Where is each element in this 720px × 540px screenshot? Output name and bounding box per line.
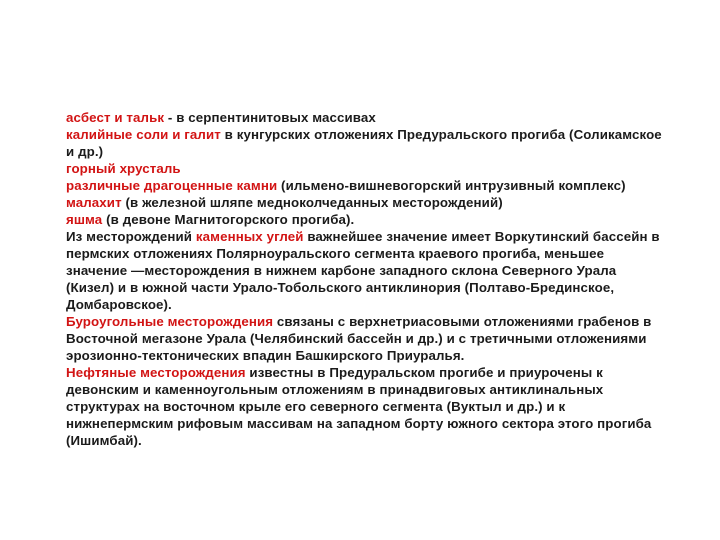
item-prefix: Из месторождений	[66, 229, 196, 244]
item-asbestos-talc	[66, 109, 666, 126]
item-malachite	[66, 194, 666, 211]
item-jasper	[66, 211, 666, 228]
item-text: связаны с верхнетриасовыми отложениями грабенов в Восточной мегазоне Урала (Челябинский бассейн и др.) и с третичными отложениями эрозионно-тектонических впадин Башкирского Приуралья.	[66, 314, 652, 363]
item-text: (ильмено-вишневогорский интрузивный комплекс)	[277, 178, 626, 193]
item-text: (в железной шляпе медноколчеданных месторождений)	[121, 195, 503, 210]
highlight-term: каменных углей	[195, 229, 304, 244]
highlight-term: малахит	[66, 195, 122, 210]
item-coal	[66, 228, 666, 313]
text-block	[66, 109, 666, 449]
highlight-term: яшма	[66, 212, 103, 227]
highlight-term: калийные соли и галит	[66, 127, 221, 142]
item-text: известны в Предуральском прогибе и приурочены к девонским и каменноугольным отложениям в принадвиговых антиклинальных структурах на восточном крыле его северного сегмента (Вуктыл и др.) и к нижнепермским рифовым массивам на западном борту южного сектора этого прогиба (Ишимбай).	[66, 365, 652, 448]
item-gemstones	[66, 177, 666, 194]
highlight-term: Нефтяные месторождения	[66, 365, 246, 380]
item-text: важнейшее значение имеет Воркутинский бассейн в пермских отложениях Полярноуральского сегмента краевого прогиба, меньшее значение —месторождения в нижнем карбоне западного склона Северного Урала (Кизел) и в южной части Урало-Тобольского антиклинория (Полтаво-Брединское, Домбаровское).	[66, 229, 660, 312]
highlight-term: Буроугольные месторождения	[66, 314, 274, 329]
item-text: в кунгурских отложениях Предуральского прогиба (Соликамское и др.)	[66, 127, 662, 159]
highlight-term: горный хрусталь	[66, 161, 181, 176]
item-potash-salts	[66, 126, 666, 160]
item-oil	[66, 364, 666, 449]
highlight-term: различные драгоценные камни	[66, 178, 278, 193]
item-rock-crystal	[66, 160, 666, 177]
item-text: (в девоне Магнитогорского прогиба).	[102, 212, 355, 227]
item-brown-coal	[66, 313, 666, 364]
highlight-term: асбест и тальк	[66, 110, 165, 125]
item-text: - в серпентинитовых массивах	[164, 110, 376, 125]
